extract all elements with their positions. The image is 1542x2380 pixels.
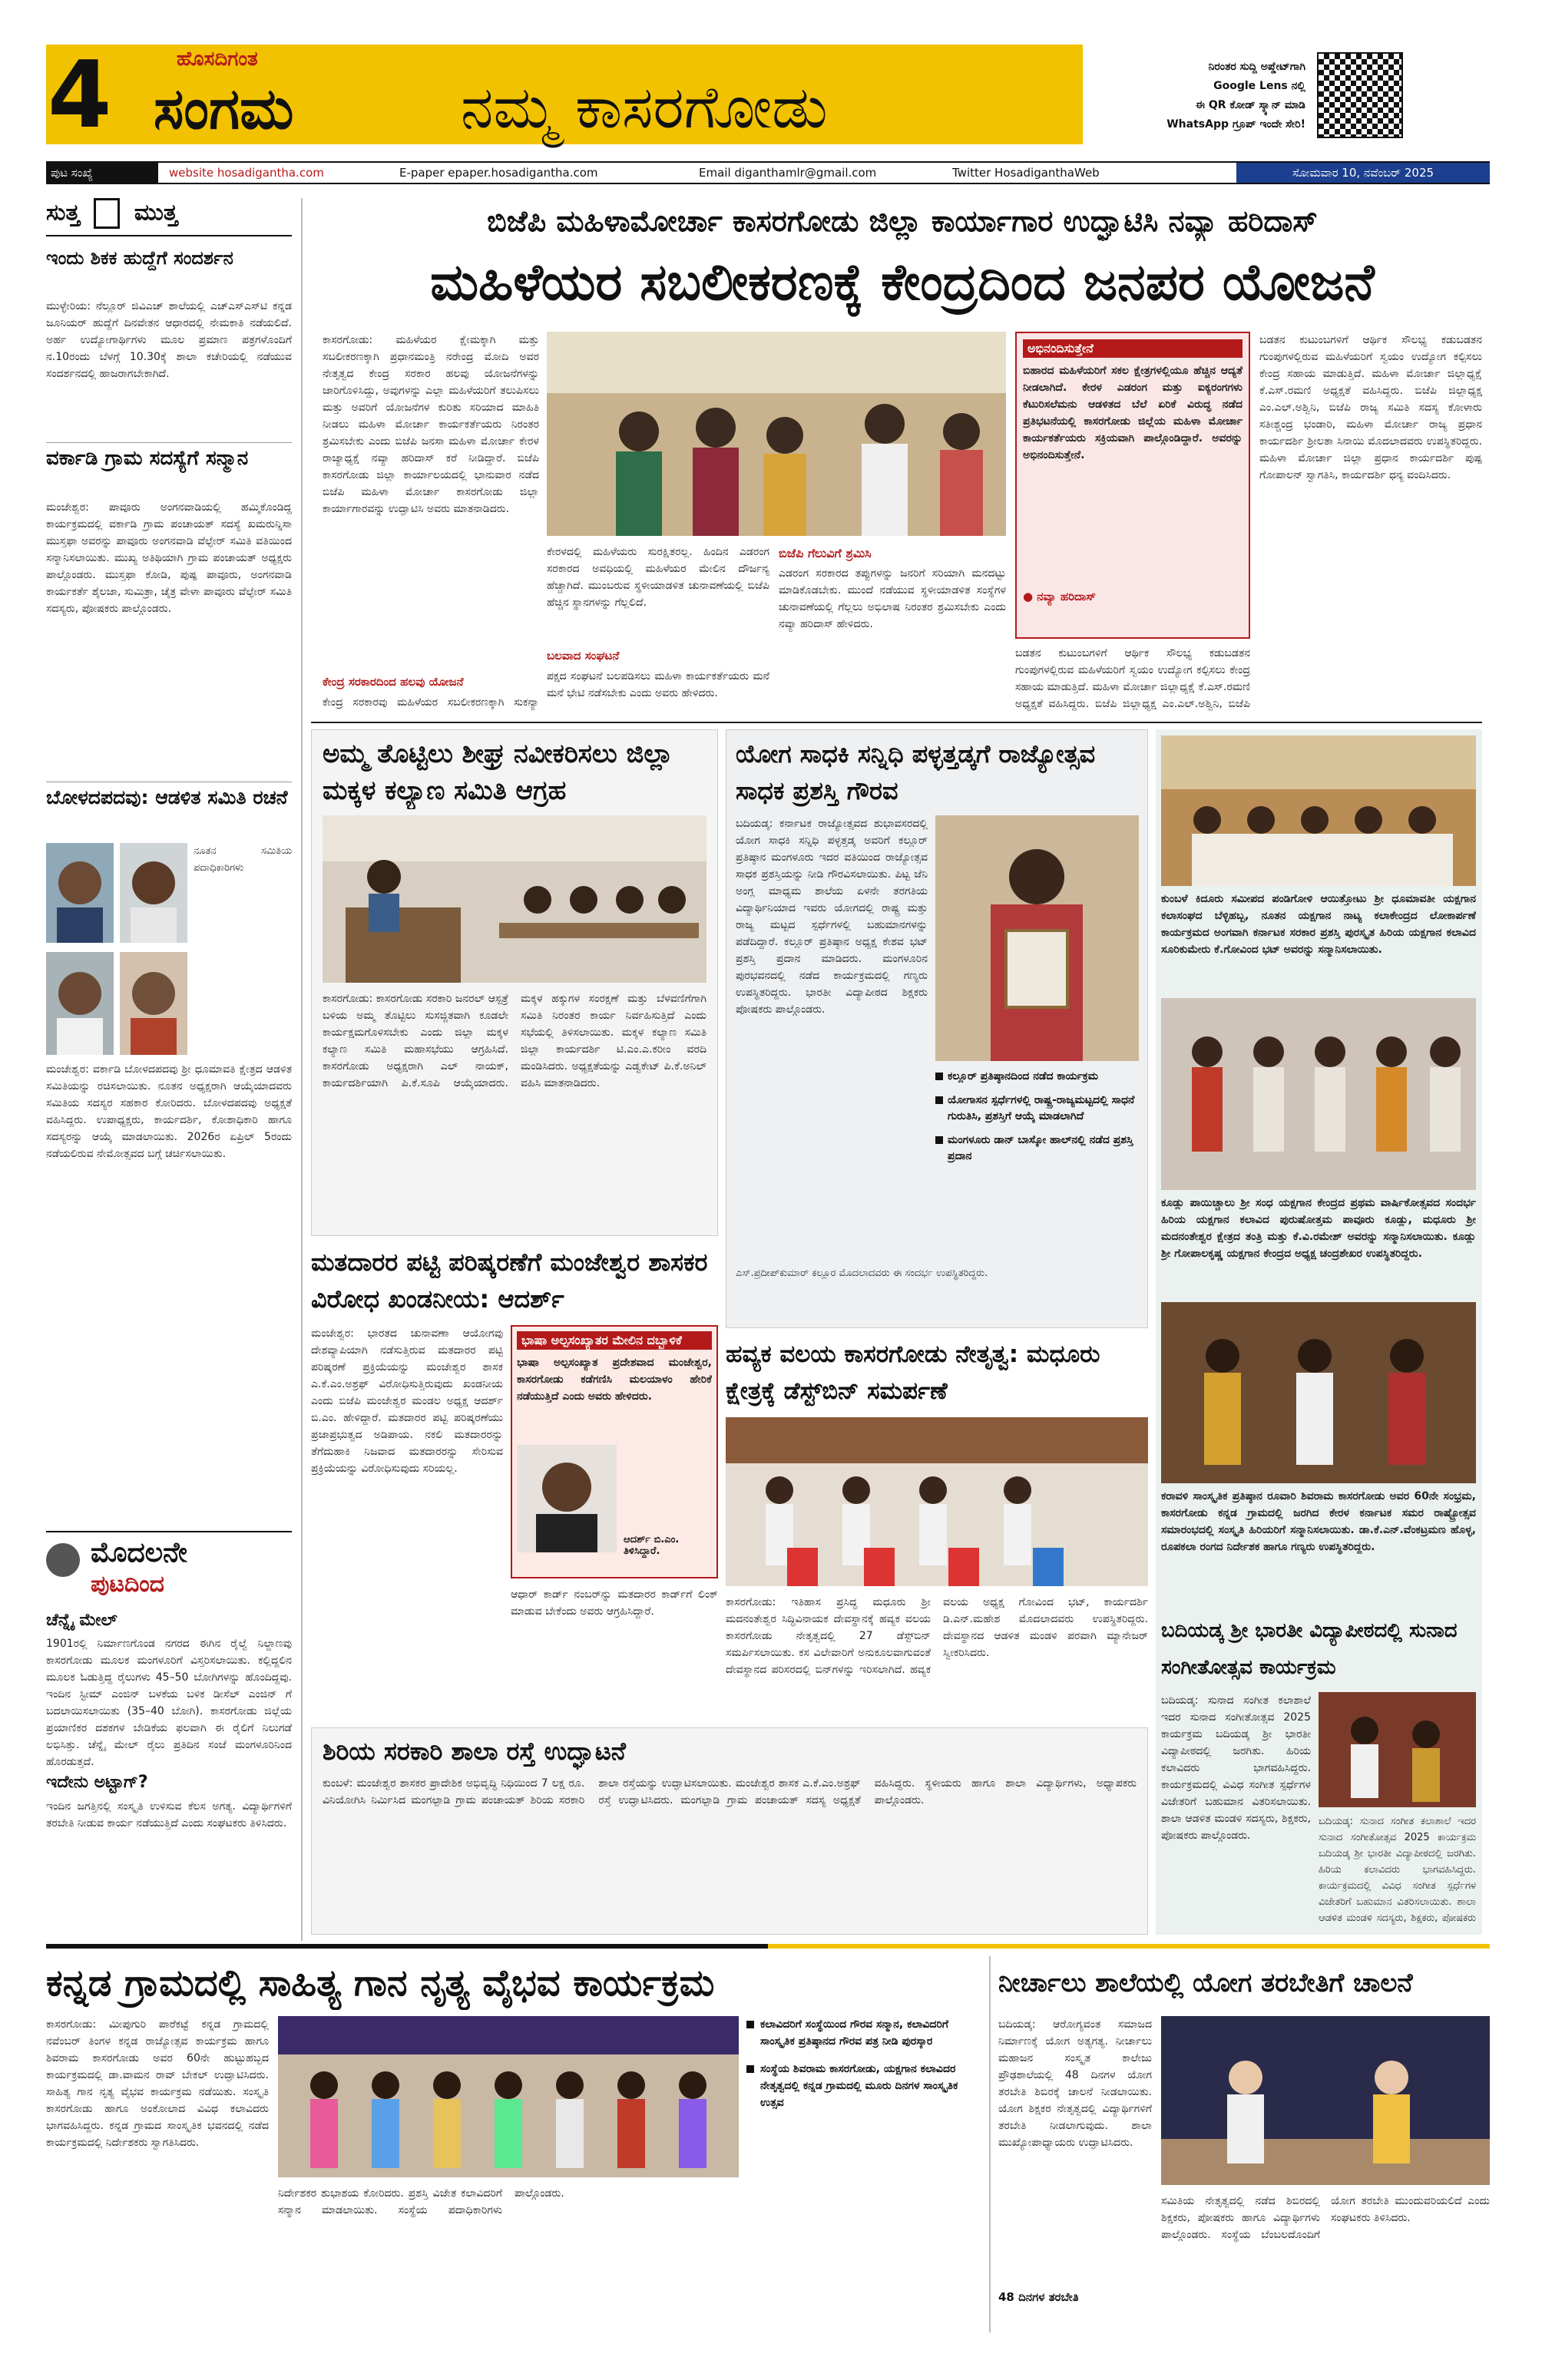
b5-head: ಇದೇನು ಅಟ್ಟಾಗ್? <box>46 1773 148 1792</box>
bullet-square-icon <box>746 2065 754 2073</box>
qr-line: Google Lens ನಲ್ಲಿ <box>1213 80 1305 92</box>
havyaka-photo <box>726 1417 1148 1586</box>
right-photo-2 <box>1161 998 1476 1190</box>
b1-head: ಇಂದು ಶಿಕಕ ಹುದ್ದೆಗೆ ಸಂದರ್ಶನ <box>46 247 233 269</box>
lead-col1: ಕಾಸರಗೋಡು: ಮಹಿಳೆಯರ ಕ್ಷೇಮಕ್ಕಾಗಿ ಮತ್ತು ಸಬಲೀಕರಣಕ್ಕಾಗಿ ಪ್ರಧಾನಮಂತ್ರಿ ನರೇಂದ್ರ ಮೋದಿ ಅವರ ನೇತೃತ್ವದ ಕೇಂದ್ರ ಸರಕಾರ ಹಲವು ಯೋಜನೆಗಳನ್ನು ಜಾರಿಗೊಳಿಸಿದ್ದು, ಅವುಗಳನ್ನು ಎಲ್ಲಾ ಮಹಿಳೆಯರಿಗೆ ತಲುಪಿಸಲು ಮತ್ತು ಅವರಿಗೆ ಯೋಜನೆಗಳ ಕುರಿತು ಸರಿಯಾದ ಮಾಹಿತಿ ನೀಡಲು ಮಹಿಳಾ ಮೋರ್ಚಾ ಕಾರ್ಯಕರ್ತೆಯರು ನಿರಂತರ ಶ್ರಮಿಸಬೇಕು ಎಂದು ಬಿಜೆಪಿ ಜನಸಾ ಮಹಿಳಾ ಮೋರ್ಚಾ ಕೇರಳ ರಾಜ್ಯಾಧ್ಯಕ್ಷೆ ನವ್ಯಾ ಹರಿದಾಸ್ ಕರೆ ನೀಡಿದ್ದಾರೆ. ಬಿಜೆಪಿ ಕಾಸರಗೋಡು ಜಿಲ್ಲಾ ಕಾರ್ಯಾಲಯದಲ್ಲಿ ಭಾನುವಾರ ನಡೆದ ಬಿಜೆಪಿ ಮಹಿಳಾ ಮೋರ್ಚಾ ಕಾಸರಗೋಡು ಜಿಲ್ಲಾ ಕಾರ್ಯಾಗಾರವನ್ನು ಉದ್ಘಾಟಿಸಿ ಅವರು ಮಾತನಾಡಿದರು. <box>323 334 539 515</box>
right-photo-3-art <box>1161 1302 1476 1483</box>
yoga-photo-art <box>935 815 1139 1061</box>
bottom1-bullet <box>746 2016 977 2050</box>
havyaka-headline: ಹವ್ಯಕ ವಲಯ ಕಾಸರಗೋಡು ನೇತೃತ್ವ: ಮಧೂರು ಕ್ಷೇತ್ರಕ್ಕೆ ಡೆಸ್ಟ್‌ಬಿನ್ ಸಮರ್ಪಣೆ <box>726 1340 1100 1405</box>
bottom2-sub: 48 ದಿನಗಳ ತರಬೇತಿ <box>998 2290 1079 2304</box>
bottom1-text2: ನಿರ್ದೇಶಕರ ಶುಭಾಶಯ ಕೋರಿದರು. ಪ್ರಶಸ್ತಿ ವಿಜೇತ ಕಲಾವಿದರಿಗೆ ಸನ್ಮಾನ ಮಾಡಲಾಯಿತು. ಸಂಸ್ಥೆಯ ಪದಾಧಿಕಾರಿಗಳು ಪಾಲ್ಗೊಂಡರು. <box>278 2187 564 2216</box>
email-link[interactable]: Email diganthamlr@gmail.com <box>699 166 877 180</box>
yoga-bullet-text: ಯೋಗಾಸನ ಸ್ಪರ್ಧೆಗಳಲ್ಲಿ ರಾಷ್ಟ್ರ-ರಾಜ್ಯಮಟ್ಟದಲ್ಲಿ ಸಾಧನೆ ಗುರುತಿಸಿ, ಪ್ರಶಸ್ತಿಗೆ ಆಯ್ಕೆ ಮಾಡಲಾಗಿದೆ <box>948 1094 1135 1122</box>
pages-label: ಪುಟ ಸಂಖ್ಯೆ <box>46 163 158 183</box>
mid2-headline: ಮತದಾರರ ಪಟ್ಟಿ ಪರಿಷ್ಕರಣೆಗೆ ಮಂಜೇಶ್ವರ ಶಾಸಕರ ವಿರೋಧ ಖಂಡನೀಯ: ಆದರ್ಶ್ <box>311 1248 708 1314</box>
bottom1-photo-art <box>278 2016 739 2177</box>
lead-col2-sub: ಬಲವಾದ ಸಂಘಟನೆ <box>547 649 620 663</box>
mid3-headline: ಶಿರಿಯ ಸರಕಾರಿ ಶಾಲಾ ರಸ್ತೆ ಉದ್ಘಾಟನೆ <box>323 1737 626 1766</box>
page-number: 4 <box>48 42 112 149</box>
mid3-text: ಕುಂಬಳೆ: ಮಂಜೇಶ್ವರ ಶಾಸಕರ ಪ್ರಾದೇಶಿಕ ಅಭಿವೃದ್ಧಿ ನಿಧಿಯಿಂದ 7 ಲಕ್ಷ ರೂ. ವಿನಿಯೋಗಿಸಿ ನಿರ್ಮಿಸಿದ ಮಂಗಲ್ಪಾಡಿ ಗ್ರಾಮ ಪಂಚಾಯತ್ ಶಿರಿಯ ಸರಕಾರಿ ಶಾಲಾ ರಸ್ತೆಯನ್ನು ಉದ್ಘಾಟಿಸಲಾಯಿತು. ಮಂಜೇಶ್ವರ ಶಾಸಕ ಎ.ಕೆ.ಎಂ.ಅಶ್ರಫ್ ರಸ್ತೆ ಉದ್ಘಾಟಿಸಿದರು. ಮಂಗಲ್ಪಾಡಿ ಗ್ರಾಮ ಪಂಚಾಯತ್ ಸದಸ್ಯ ಅಧ್ಯಕ್ಷತೆ ವಹಿಸಿದ್ದರು. ಸ್ಥಳೀಯರು ಹಾಗೂ ಶಾಲಾ ವಿದ್ಯಾರ್ಥಿಗಳು, ಅಧ್ಯಾಪಕರು ಪಾಲ್ಗೊಂಡರು. <box>323 1777 1137 1806</box>
mid2-text: ಮಂಜೇಶ್ವರ: ಭಾರತದ ಚುನಾವಣಾ ಆಯೋಗವು ದೇಶವ್ಯಾಪಿಯಾಗಿ ನಡೆಸುತ್ತಿರುವ ಮತದಾರರ ಪಟ್ಟಿ ಪರಿಷ್ಕರಣೆ ಪ್ರಕ್ರಿಯೆಯನ್ನು ಮಂಜೇಶ್ವರ ಶಾಸಕ ಎ.ಕೆ.ಎಂ.ಅಶ್ರಫ್ ವಿರೋಧಿಸುತ್ತಿರುವುದು ಖಂಡನೀಯ ಎಂದು ಬಿಜೆಪಿ ಮಂಜೇಶ್ವರ ಮಂಡಲ ಅಧ್ಯಕ್ಷ ಆದರ್ಶ್ ಬಿ.ಎಂ. ಹೇಳಿದ್ದಾರೆ. ಮತದಾರರ ಪಟ್ಟಿ ಪರಿಷ್ಕರಣೆಯು ಪ್ರಜಾಪ್ರಭುತ್ವದ ಅಡಿಪಾಯ. ನಕಲಿ ಮತದಾರರನ್ನು ತೆಗೆದುಹಾಕಿ ನಿಜವಾದ ಮತದಾರರನ್ನು ಸೇರಿಸುವ ಪ್ರಕ್ರಿಯೆಯನ್ನು ವಿರೋಧಿಸುವುದು ಸರಿಯಲ್ಲ. <box>311 1327 503 1475</box>
lead-photo-art <box>547 332 1006 536</box>
qr-line: ಈ QR ಕೋಡ್ ಸ್ಕ್ಯಾನ್ ಮಾಡಿ <box>1195 99 1305 111</box>
sidebar-logo <box>46 198 292 236</box>
lead-bottom-rule <box>311 722 1482 723</box>
qr-line: WhatsApp ಗ್ರೂಪ್ ಇಂದೇ ಸೇರಿ! <box>1166 118 1305 131</box>
yoga-bullet-text: ಮಂಗಳೂರು ಡಾನ್ ಬಾಸ್ಕೋ ಹಾಲ್‌ನಲ್ಲಿ ನಡೆದ ಪ್ರಶಸ್ತಿ ಪ್ರದಾನ <box>948 1134 1133 1162</box>
yoga-bullet-text: ಕಲ್ಲೂರ್ ಪ್ರತಿಷ್ಠಾನದಿಂದ ನಡೆದ ಕಾರ್ಯಕ್ರಮ <box>948 1070 1099 1083</box>
havyaka-text: ಕಾಸರಗೋಡು: ಇತಿಹಾಸ ಪ್ರಸಿದ್ಧ ಮಧೂರು ಶ್ರೀ ಮದನಂತೇಶ್ವರ ಸಿದ್ಧಿವಿನಾಯಕ ದೇವಸ್ಥಾನಕ್ಕೆ ಹವ್ಯಕ ವಲಯ ಕಾಸರಗೋಡು ನೇತೃತ್ವದಲ್ಲಿ 27 ಡೆಸ್ಟ್‌ಬಿನ್ ಸಮರ್ಪಿಸಲಾಯಿತು. ಕಸ ವಿಲೇವಾರಿಗೆ ಅನುಕೂಲವಾಗುವಂತೆ ದೇವಸ್ಥಾನದ ಪರಿಸರದಲ್ಲಿ ಬಿನ್‌ಗಳನ್ನು ಇರಿಸಲಾಗಿದೆ. ಹವ್ಯಕ ವಲಯ ಅಧ್ಯಕ್ಷ ಗೋವಿಂದ ಭಟ್, ಕಾರ್ಯದರ್ಶಿ ಡಿ.ಎನ್.ಮಹೇಶ ಮೊದಲಾದವರು ಉಪಸ್ಥಿತರಿದ್ದರು. ದೇವಸ್ಥಾನದ ಆಡಳಿತ ಮಂಡಳಿ ಪರವಾಗಿ ಮ್ಯಾನೇಜರ್ ಸ್ವೀಕರಿಸಿದರು. <box>726 1596 1148 1676</box>
bullet-square-icon <box>746 2021 754 2028</box>
bullet-square-icon <box>935 1073 943 1080</box>
bottom2-text: ಬದಿಯಡ್ಕ: ಆರೋಗ್ಯವಂತ ಸಮಾಜದ ನಿರ್ಮಾಣಕ್ಕೆ ಯೋಗ ಅತ್ಯಗತ್ಯ. ನೀರ್ಚಾಲು ಮಹಾಜನ ಸಂಸ್ಕೃತ ಕಾಲೇಜು ಪ್ರೌಢಶಾಲೆಯಲ್ಲಿ 48 ದಿನಗಳ ಯೋಗ ತರಬೇತಿ ಶಿಬಿರಕ್ಕೆ ಚಾಲನೆ ನೀಡಲಾಯಿತು. ಯೋಗ ಶಿಕ್ಷಕರ ನೇತೃತ್ವದಲ್ಲಿ ವಿದ್ಯಾರ್ಥಿಗಳಿಗೆ ತರಬೇತಿ ನೀಡಲಾಗುವುದು. ಶಾಲಾ ಮುಖ್ಯೋಪಾಧ್ಯಾಯರು ಉದ್ಘಾಟಿಸಿದರು. <box>998 2018 1152 2149</box>
right-photo-1 <box>1161 735 1476 886</box>
b5-text: ಇಂದಿನ ಜಗತ್ತಿನಲ್ಲಿ ಸಂಸ್ಕೃತಿ ಉಳಿಸುವ ಕೆಲಸ ಅಗತ್ಯ. ವಿದ್ಯಾರ್ಥಿಗಳಿಗೆ ತರಬೇತಿ ನೀಡುವ ಕಾರ್ಯ ನಡೆಯುತ್ತಿದೆ ಎಂದು ಸಂಘಟಕರು ತಿಳಿಸಿದರು. <box>46 1800 292 1830</box>
first-page-logo <box>46 1531 292 1603</box>
b2-text: ಮಂಜೇಶ್ವರ: ಪಾವೂರು ಅಂಗನವಾಡಿಯಲ್ಲಿ ಹಮ್ಮಿಕೊಂಡಿದ್ದ ಕಾರ್ಯಕ್ರಮದಲ್ಲಿ ವರ್ಕಾಡಿ ಗ್ರಾಮ ಪಂಚಾಯತ್ ಸದಸ್ಯೆ ಖಮರುನ್ನಿಸಾ ಮುಸ್ತಫಾ ಅವರನ್ನು ಪಾವೂರು ಅಂಗನವಾಡಿ ವೆಲ್ಫೇರ್ ಸಮಿತಿ ವತಿಯಿಂದ ಸನ್ಮಾನಿಸಲಾಯಿತು. ಮುಖ್ಯ ಅತಿಥಿಯಾಗಿ ಗ್ರಾಮ ಪಂಚಾಯತ್ ಅಧ್ಯಕ್ಷರು ಪಾಲ್ಗೊಂಡರು. ಮುಸ್ತಫಾ ಕೋಡಿ, ಪುಷ್ಪ ಪಾವೂರು, ಅಂಗನವಾಡಿ ಕಾರ್ಯಕರ್ತೆ ಶೈಲಜಾ, ಸುಮಿತ್ರಾ, ಚೈತ್ರ ವೇಳಾ ಪಾವೂರು ವೆಲ್ಫೇರ್ ಸಮಿತಿ ಸದಸ್ಯರು, ಪೋಷಕರು ಪಾಲ್ಗೊಂಡರು. <box>46 501 292 615</box>
bottom1-bullet <box>746 2061 977 2111</box>
lead-col3: ಬಡತನ ಕುಟುಂಬಗಳಿಗೆ ಆರ್ಥಿಕ ಸೌಲಭ್ಯ ಕಡುಬಡತನ ಗುಂಪುಗಳಲ್ಲಿರುವ ಮಹಿಳೆಯರಿಗೆ ಸ್ವಯಂ ಉದ್ಯೋಗ ಕಲ್ಪಿಸಲು ಕೇಂದ್ರ ಸಹಾಯ ಮಾಡುತ್ತಿದೆ. ಮಹಿಳಾ ಮೋರ್ಚಾ ಜಿಲ್ಲಾಧ್ಯಕ್ಷೆ ಕೆ.ಎಸ್.ರಮಣಿ ಅಧ್ಯಕ್ಷತೆ ವಹಿಸಿದ್ದರು. ಬಿಜೆಪಿ ಜಿಲ್ಲಾಧ್ಯಕ್ಷ ಎಂ.ಎಲ್.ಅಶ್ವಿನಿ, ಬಿಜೆಪಿ <box>1015 647 1250 710</box>
bottom1-bullets <box>746 2016 977 2331</box>
b4-text: 1901ರಲ್ಲಿ ನಿರ್ಮಾಣಗೊಂಡ ನಗರದ ಈಗಿನ ರೈಲ್ವೆ ನಿಲ್ದಾಣವು ಕಾಸರಗೋಡು ಮೂಲಕ ಮಂಗಳೂರಿಗೆ ವಿಸ್ತರಿಸಲಾಯಿತು. ಕಲ್ಲಿದ್ದಲಿನ ಮೂಲಕ ಓಡುತ್ತಿದ್ದ ರೈಲುಗಳು 45–50 ಬೋಗಿಗಳನ್ನು ಹೊಂದಿದ್ದವು. ಇಂದಿನ ಸ್ಟೀಮ್ ಎಂಜಿನ್ ಬಳಕೆಯ ಬಳಿಕ ಡೀಸೆಲ್ ಎಂಜಿನ್ ಗೆ ಬದಲಾಯಿಸಲಾಯಿತು (35–40 ಬೋಗಿ). ಕಾಸರಗೋಡು ಜಿಲ್ಲೆಯ ಪ್ರಯಾಣಿಕರ ದಶಕಗಳ ಬೇಡಿಕೆಯ ಫಲವಾಗಿ ಈ ರೈಲಿಗೆ ನಿಲುಗಡೆ ಲಭಿಸಿತ್ತು. ಚೆನ್ನೈ ಮೇಲ್ ರೈಲು ಪ್ರತಿದಿನ ಸಂಜೆ ಮಂಗಳೂರಿನಿಂದ ಹೊರಡುತ್ತದೆ. <box>46 1638 292 1768</box>
lead-photo <box>547 332 1006 536</box>
mid1-photo <box>323 815 706 983</box>
mid2-portrait <box>517 1445 617 1552</box>
yoga-bullet <box>935 1069 1139 1085</box>
lead-headline: ಮಹಿಳೆಯರ ಸಬಲೀಕರಣಕ್ಕೆ ಕೇಂದ್ರದಿಂದ ಜನಪರ ಯೋಜನೆ <box>430 253 1375 312</box>
badiyadka-text: ಬದಿಯಡ್ಕ: ಸುನಾದ ಸಂಗೀತ ಕಲಾಶಾಲೆ ಇದರ ಸುನಾದ ಸಂಗೀತೋತ್ಸವ 2025 ಕಾರ್ಯಕ್ರಮ ಬದಿಯಡ್ಕ ಶ್ರೀ ಭಾರತೀ ವಿದ್ಯಾಪೀಠದಲ್ಲಿ ಜರಗಿತು. ಹಿರಿಯ ಕಲಾವಿದರು ಭಾಗವಹಿಸಿದ್ದರು. ಕಾರ್ಯಕ್ರಮದಲ್ಲಿ ವಿವಿಧ ಸಂಗೀತ ಸ್ಪರ್ಧೆಗಳ ವಿಜೇತರಿಗೆ ಬಹುಮಾನ ವಿತರಿಸಲಾಯಿತು. ಶಾಲಾ ಆಡಳಿತ ಮಂಡಳಿ ಸದಸ್ಯರು, ಶಿಕ್ಷಕರು, ಪೋಷಕರು ಪಾಲ್ಗೊಂಡರು. <box>1161 1694 1311 1842</box>
mid1-photo-art <box>323 815 706 983</box>
b3-text: ಮಂಜೇಶ್ವರ: ವರ್ಕಾಡಿ ಬೋಳದಪದವು ಶ್ರೀ ಧೂಮಾವತಿ ಕ್ಷೇತ್ರದ ಆಡಳಿತ ಸಮಿತಿಯನ್ನು ರಚಿಸಲಾಯಿತು. ನೂತನ ಅಧ್ಯಕ್ಷರಾಗಿ ಆಯ್ಕೆಯಾದವರು ಸಮಿತಿಯ ಸದಸ್ಯರ ಸಹಕಾರ ಕೋರಿದರು. ಬೋಳದಪದವು ಅಧ್ಯಕ್ಷತೆ ವಹಿಸಿದ್ದರು. ಉಪಾಧ್ಯಕ್ಷರು, ಕಾರ್ಯದರ್ಶಿ, ಕೋಶಾಧಿಕಾರಿ ಹಾಗೂ ಸದಸ್ಯರನ್ನು ಆಯ್ಕೆ ಮಾಡಲಾಯಿತು. 2026ರ ಏಪ್ರಿಲ್ 5ರಂದು ನಡೆಯಲಿರುವ ನೇಮೋತ್ಸವದ ಬಗ್ಗೆ ಚರ್ಚಿಸಲಾಯಿತು. <box>46 1063 292 1160</box>
badiyadka-text2: ಬದಿಯಡ್ಕ: ಸುನಾದ ಸಂಗೀತ ಕಲಾಶಾಲೆ ಇದರ ಸುನಾದ ಸಂಗೀತೋತ್ಸವ 2025 ಕಾರ್ಯಕ್ರಮ ಬದಿಯಡ್ಕ ಶ್ರೀ ಭಾರತೀ ವಿದ್ಯಾಪೀಠದಲ್ಲಿ ಜರಗಿತು. ಹಿರಿಯ ಕಲಾವಿದರು ಭಾಗವಹಿಸಿದ್ದರು. ಕಾರ್ಯಕ್ರಮದಲ್ಲಿ ವಿವಿಧ ಸಂಗೀತ ಸ್ಪರ್ಧೆಗಳ ವಿಜೇತರಿಗೆ ಬಹುಮಾನ ವಿತರಿಸಲಾಯಿತು. ಶಾಲಾ ಆಡಳಿತ ಮಂಡಳಿ ಸದಸ್ಯರು, ಶಿಕ್ಷಕರು, ಪೋಷಕರು <box>1319 1816 1476 1924</box>
website-link[interactable]: website hosadigantha.com <box>169 166 324 180</box>
photo-caption: ನೂತನ ಸಮಿತಿಯ ಪದಾಧಿಕಾರಿಗಳು <box>194 845 292 874</box>
quote-box-head: ಅಭಿನಂದಿಸುತ್ತೇನೆ <box>1023 339 1243 358</box>
mid2-box-head: ಭಾಷಾ ಅಲ್ಪಸಂಖ್ಯಾತರ ಮೇಲಿನ ದಬ್ಬಾಳಿಕೆ <box>517 1331 712 1350</box>
mid2-quote-box <box>511 1325 718 1578</box>
quote-box-author: ● ನವ್ಯಾ ಹರಿದಾಸ್ <box>1023 590 1096 603</box>
right-photo-1-art <box>1161 735 1476 886</box>
right-cap2: ಕೂಡ್ಲು ಪಾಯಿಚ್ಚಾಲು ಶ್ರೀ ಸಂಧ ಯಕ್ಷಗಾನ ಕೇಂದ್ರದ ಪ್ರಥಮ ವಾರ್ಷಿಕೋತ್ಸವದ ಸಂದರ್ಭ ಹಿರಿಯ ಯಕ್ಷಗಾನ ಕಲಾವಿದ ಪುರುಷೋತ್ತಮ ಪಾವೂರು ಕೂಡ್ಲು, ಮಧೂರು ಶ್ರೀ ಮದನಂತೇಶ್ವರ ಕ್ಷೇತ್ರದ ತಂತ್ರಿ ಮತ್ತು ಕೆ.ವಿ.ರಮೇಶ್ ಅವರನ್ನು ಸನ್ಮಾನಿಸಲಾಯಿತು. ಕೂಡ್ಲು ಶ್ರೀ ಗೋಪಾಲಕೃಷ್ಣ ಯಕ್ಷಗಾನ ಕೇಂದ್ರದ ಅಧ್ಯಕ್ಷ ಚಂದ್ರಶೇಖರ ಉಪಸ್ಥಿತರಿದ್ದರು. <box>1161 1197 1476 1260</box>
bottom1-text: ಕಾಸರಗೋಡು: ಮೀಪುಗುರಿ ಪಾರೆಕಟ್ಟೆ ಕನ್ನಡ ಗ್ರಾಮದಲ್ಲಿ ನವೆಂಬರ್ ತಿಂಗಳ ಕನ್ನಡ ರಾಜ್ಯೋತ್ಸವ ಕಾರ್ಯಕ್ರಮ ಹಾಗೂ ಶಿವರಾಮ ಕಾಸರಗೋಡು ಅವರ 60ನೇ ಹುಟ್ಟುಹಬ್ಬದ ಕಾರ್ಯಕ್ರಮದಲ್ಲಿ ಡಾ.ವಾಮನ ರಾವ್ ಬೇಕಲ್ ಉದ್ಘಾಟಿಸಿದರು. ಸಾಹಿತ್ಯ ಗಾನ ನೃತ್ಯ ವೈಭವ ಕಾರ್ಯಕ್ರಮ ನಡೆಯಿತು. ಸಂಸ್ಕೃತಿ ಕಾಸರಗೋಡು ಹಾಗೂ ಅಂಕೋಲಾದ ವಿವಿಧ ಕಲಾವಿದರು ಭಾಗವಹಿಸಿದ್ದರು. ಕನ್ನಡ ಗ್ರಾಮದ ಸಾಂಸ್ಕೃತಿಕ ಭವನದಲ್ಲಿ ನಡೆದ ಕಾರ್ಯಕ್ರಮದಲ್ಲಿ ನಿರ್ದೇಶಕರು ಸ್ವಾಗತಿಸಿದರು. <box>46 2018 269 2149</box>
mid2-portrait-art <box>517 1445 617 1552</box>
bottom2-headline: ನೀರ್ಚಾಲು ಶಾಲೆಯಲ್ಲಿ ಯೋಗ ತರಬೇತಿಗೆ ಚಾಲನೆ <box>998 1968 1413 1998</box>
yoga-photo <box>935 815 1139 1061</box>
bottom1-bullet-text: ಕಲಾವಿದರಿಗೆ ಸಂಸ್ಥೆಯಿಂದ ಗೌರವ ಸನ್ಮಾನ, ಕಲಾವಿದರಿಗೆ ಸಾಂಸ್ಕೃತಿಕ ಪ್ರತಿಷ್ಠಾನದ ಗೌರವ ಪತ್ರ ನೀಡಿ ಪುರಸ್ಕಾರ <box>760 2018 948 2048</box>
lead-quote-box <box>1015 332 1250 639</box>
yoga-caption: ಎಸ್.ಪ್ರದೀಪ್‌ಕುಮಾರ್ ಕಲ್ಲೂರ ಮೊದಲಾದವರು ಈ ಸಂದರ್ಭ ಉಪಸ್ಥಿತರಿದ್ದರು. <box>736 1268 988 1279</box>
badiyadka-headline: ಬದಿಯಡ್ಕ ಶ್ರೀ ಭಾರತೀ ವಿದ್ಯಾಪೀಠದಲ್ಲಿ ಸುನಾದ ಸಂಗೀತೋತ್ಸವ ಕಾರ್ಯಕ್ರಮ <box>1161 1619 1458 1679</box>
b1-text: ಮುಳ್ಳೇರಿಯ: ನೆಲ್ಲೂರ್ ಜಿವಿಎಚ್ ಶಾಲೆಯಲ್ಲಿ ಎಚ್‌ಎಸ್‌ಎಸ್‌ಟಿ ಕನ್ನಡ ಜೂನಿಯರ್ ಹುದ್ದೆಗೆ ದಿನವೇತನ ಆಧಾರದಲ್ಲಿ ನೇಮಕಾತಿ ನಡೆಯಲಿದೆ. ಅರ್ಹ ಉದ್ಯೋಗಾರ್ಥಿಗಳು ಮೂಲ ಪ್ರಮಾಣ ಪತ್ರಗಳೊಂದಿಗೆ ನ.10ರಂದು ಬೆಳಗ್ಗೆ 10.30ಕ್ಕೆ ಶಾಲಾ ಕಚೇರಿಯಲ್ಲಿ ನಡೆಯುವ ಸಂದರ್ಶನದಲ್ಲಿ ಹಾಜರಾಗಬೇಕಾಗಿದೆ. <box>46 300 292 380</box>
epaper-link[interactable]: E-paper epaper.hosadigantha.com <box>399 166 598 180</box>
twitter-link[interactable]: Twitter HosadiganthaWeb <box>952 166 1100 180</box>
qr-line: ನಿರಂತರ ಸುದ್ದಿ ಅಪ್ಡೇಟ್‌ಗಾಗಿ <box>1208 61 1305 73</box>
sidebar-logo-left: ಸುತ್ತ <box>46 199 80 226</box>
bottom-vertical-rule <box>989 1956 991 2332</box>
b4-head: ಚೆನ್ನೈ ಮೇಲ್ <box>46 1611 117 1630</box>
yoga-text: ಬದಿಯಡ್ಕ: ಕರ್ನಾಟಕ ರಾಜ್ಯೋತ್ಸವದ ಶುಭಾವಸರದಲ್ಲಿ ಯೋಗ ಸಾಧಕಿ ಸನ್ನಿಧಿ ಪಳ್ಳತ್ತಡ್ಕ ಅವರಿಗೆ ಕಲ್ಲೂರ್ ಪ್ರತಿಷ್ಠಾನ ಮಂಗಳೂರು ಇದರ ವತಿಯಿಂದ ರಾಜ್ಯೋತ್ಸವ ಸಾಧಕ ಪ್ರಶಸ್ತಿಯನ್ನು ನೀಡಿ ಗೌರವಿಸಲಾಯಿತು. ಪಿಟ್ಟ ಜೆನಿ ಅಂಗ್ಲ ಮಾಧ್ಯಮ ಶಾಲೆಯ ಏಳನೇ ತರಗತಿಯ ವಿದ್ಯಾರ್ಥಿನಿಯಾದ ಇವರು ಯೋಗದಲ್ಲಿ ರಾಷ್ಟ್ರ ಮತ್ತು ರಾಜ್ಯ ಮಟ್ಟದ ಸ್ಪರ್ಧೆಗಳಲ್ಲಿ ಬಹುಮಾನಗಳನ್ನು ಪಡೆದಿದ್ದಾರೆ. ಕಲ್ಲೂರ್ ಪ್ರತಿಷ್ಠಾನ ಅಧ್ಯಕ್ಷ ಕೇಶವ ಭಟ್ ಪ್ರಶಸ್ತಿ ಪ್ರದಾನ ಮಾಡಿದರು. ಮಂಗಳೂರಿನ ಪುರಭವನದಲ್ಲಿ ನಡೆದ ಕಾರ್ಯಕ್ರಮದಲ್ಲಿ ಗಣ್ಯರು ಉಪಸ್ಥಿತರಿದ್ದರು. ಭಾರತೀ ವಿದ್ಯಾಪೀಠದ ಶಿಕ್ಷಕರು ಪೋಷಕರು ಪಾಲ್ಗೊಂಡರು. <box>736 818 928 1016</box>
date: ಸೋಮವಾರ 10, ನವೆಂಬರ್ 2025 <box>1236 163 1490 183</box>
lead-col2b: ಪಕ್ಷದ ಸಂಘಟನೆ ಬಲಪಡಿಸಲು ಮಹಿಳಾ ಕಾರ್ಯಕರ್ತೆಯರು ಮನೆ ಮನೆ ಭೇಟಿ ನಡೆಸಬೇಕು ಎಂದು ಅವರು ಹೇಳಿದರು. <box>547 670 769 699</box>
title-left: ಸಂಗಮ <box>154 76 294 142</box>
lead-col4: ಬಡತನ ಕುಟುಂಬಗಳಿಗೆ ಆರ್ಥಿಕ ಸೌಲಭ್ಯ ಕಡುಬಡತನ ಗುಂಪುಗಳಲ್ಲಿರುವ ಮಹಿಳೆಯರಿಗೆ ಸ್ವಯಂ ಉದ್ಯೋಗ ಕಲ್ಪಿಸಲು ಕೇಂದ್ರ ಸಹಾಯ ಮಾಡುತ್ತಿದೆ. ಮಹಿಳಾ ಮೋರ್ಚಾ ಜಿಲ್ಲಾಧ್ಯಕ್ಷೆ ಕೆ.ಎಸ್.ರಮಣಿ ಅಧ್ಯಕ್ಷತೆ ವಹಿಸಿದ್ದರು. ಬಿಜೆಪಿ ಜಿಲ್ಲಾಧ್ಯಕ್ಷ ಎಂ.ಎಲ್.ಅಶ್ವಿನಿ, ಬಿಜೆಪಿ ರಾಜ್ಯ ಸಮಿತಿ ಸದಸ್ಯ ಕೋಳಾರು ಸತೀಶ್ಚಂದ್ರ ಭಂಡಾರಿ, ಮಹಿಳಾ ಮೋರ್ಚಾ ರಾಜ್ಯ ಪ್ರಧಾನ ಕಾರ್ಯದರ್ಶಿ ಶ್ರೀಲತಾ ಸಿನಾಯಿ ಮೊದಲಾದವರು ಉಪಸ್ಥಿತರಿದ್ದರು. ಮಹಿಳಾ ಮೋರ್ಚಾ ಜಿಲ್ಲಾ ಪ್ರಧಾನ ಕಾರ್ಯದರ್ಶಿ ಪುಷ್ಪ ಗೋಪಾಲನ್ ಸ್ವಾಗತಿಸಿ, ಕಾರ್ಯದರ್ಶಿ ಧನ್ಯ ವಂದಿಸಿದರು. <box>1259 334 1482 481</box>
mid2-text2: ಆಧಾರ್ ಕಾರ್ಡ್ ನಂಬರ್‌ನ್ನು ಮತದಾರರ ಕಾರ್ಡ್‌ಗೆ ಲಿಂಕ್ ಮಾಡುವ ಬೇಕೆಂದು ಅವರು ಆಗ್ರಹಿಸಿದ್ದಾರೆ. <box>511 1588 718 1618</box>
quote-box-text: ಬಿಹಾರದ ಮಹಿಳೆಯರಿಗೆ ಸಕಲ ಕ್ಷೇತ್ರಗಳಲ್ಲಿಯೂ ಹೆಚ್ಚಿನ ಆದ್ಯತೆ ನೀಡಲಾಗಿದೆ. ಕೇರಳ ಎಡರಂಗ ಮತ್ತು ಐಕ್ಯರಂಗಗಳು ಕೆಟುರಿಸಲೆಮನು ಆಡಳಿತದ ಬೆಲೆ ಏರಿಕೆ ವಿರುದ್ಧ ನಡೆದ ಪ್ರತಿಭಟನೆಯಲ್ಲಿ ಕಾಸರಗೋಡು ಜಿಲ್ಲೆಯ ಮಹಿಳಾ ಮೋರ್ಚಾ ಕಾರ್ಯಕರ್ತೆಯರು ಸಕ್ರಿಯವಾಗಿ ಪಾಲ್ಗೊಂಡಿದ್ದಾರೆ. ಅವರನ್ನು ಅಭಿನಂದಿಸುತ್ತೇನೆ. <box>1023 365 1243 461</box>
lead-photo-caption: ಬಿಜೆಪಿ ಗೆಲುವಿಗೆ ಶ್ರಮಿಸಿ <box>779 546 872 560</box>
bullet-square-icon <box>935 1136 943 1144</box>
bottom2-text2: ಸಮಿತಿಯ ನೇತೃತ್ವದಲ್ಲಿ ನಡೆದ ಶಿಬಿರದಲ್ಲಿ ಶಿಕ್ಷಕರು, ಪೋಷಕರು ಹಾಗೂ ವಿದ್ಯಾರ್ಥಿಗಳು ಪಾಲ್ಗೊಂಡರು. ಸಂಸ್ಥೆಯ ಬೆಂಬಲದೊಂದಿಗೆ ಯೋಗ ತರಬೇತಿ ಮುಂದುವರಿಯಲಿದೆ ಎಂದು ಸಂಘಟಕರು ತಿಳಿಸಿದರು. <box>1161 2195 1490 2241</box>
lead-col2: ಕೇರಳದಲ್ಲಿ ಮಹಿಳೆಯರು ಸುರಕ್ಷಿತರಲ್ಲ. ಹಿಂದಿನ ಎಡರಂಗ ಸರಕಾರದ ಅವಧಿಯಲ್ಲಿ ಮಹಿಳೆಯರ ಮೇಲಿನ ದೌರ್ಜನ್ಯ ಹೆಚ್ಚಾಗಿದೆ. ಮುಂಬರುವ ಸ್ಥಳೀಯಾಡಳಿತ ಚುನಾವಣೆಯಲ್ಲಿ ಬಿಜೆಪಿ ಹೆಚ್ಚಿನ ಸ್ಥಾನಗಳನ್ನು ಗೆಲ್ಲಲಿದೆ. <box>547 546 769 609</box>
mid2-box-text: ಭಾಷಾ ಅಲ್ಪಸಂಖ್ಯಾತ ಪ್ರದೇಶವಾದ ಮಂಜೇಶ್ವರ, ಕಾಸರಗೋಡು ಕಡೆಗಣಿಸಿ ಮಲಯಾಳಂ ಹೇರಿಕೆ ನಡೆಯುತ್ತಿದೆ ಎಂದು ಅವರು ಹೇಳಿದರು. <box>517 1357 712 1403</box>
brand-logo: ಹೊಸದಿಗಂತ <box>177 48 258 71</box>
book-icon <box>94 198 120 229</box>
committee-photo-art <box>46 843 187 1055</box>
first-logo-2: ಪುಟದಿಂದ <box>91 1571 165 1598</box>
lead-col1-sub: ಕೇಂದ್ರ ಸರಕಾರದಿಂದ ಹಲವು ಯೋಜನೆ <box>323 675 464 689</box>
bottom1-bullet-text: ಸಂಸ್ಥೆಯ ಶಿವರಾಮ ಕಾಸರಗೋಡು, ಯಕ್ಷಗಾನ ಕಲಾವಿದರ ನೇತೃತ್ವದಲ್ಲಿ ಕನ್ನಡ ಗ್ರಾಮದಲ್ಲಿ ಮೂರು ದಿನಗಳ ಸಾಂಸ್ಕೃತಿಕ ಉತ್ಸವ <box>760 2063 958 2109</box>
right-cap3: ಕರಾವಳಿ ಸಾಂಸ್ಕೃತಿಕ ಪ್ರತಿಷ್ಠಾನ ರೂವಾರಿ ಶಿವರಾಮ ಕಾಸರಗೋಡು ಅವರ 60ನೇ ಸಂಭ್ರಮ, ಕಾಸರಗೋಡು ಕನ್ನಡ ಗ್ರಾಮದಲ್ಲಿ ಜರಗಿದ ಕೇರಳ ಕರ್ನಾಟಕ ಸಮರ ರಾಷ್ಟ್ರೋತ್ಸವ ಸಮಾರಂಭದಲ್ಲಿ ಸಂಸ್ಕೃತಿ ಹಿರಿಯರಿಗೆ ಸನ್ಮಾನಿಸಲಾಯಿತು. ಡಾ.ಕೆ.ಎನ್.ವೆಂಕಟ್ರಮಣ ಹೊಳ್ಳ, ರೂಪಕಲಾ ರಂಗದ ನಿರ್ದೇಶಕ ಹಾಗೂ ಗಣ್ಯರು ಉಪಸ್ಥಿತರಿದ್ದರು. <box>1161 1490 1476 1553</box>
sidebar <box>46 198 292 1933</box>
badiyadka-photo-art <box>1319 1692 1476 1807</box>
info-bar <box>46 161 1490 184</box>
lead-kicker: ಬಿಜೆಪಿ ಮಹಿಳಾಮೋರ್ಚಾ ಕಾಸರಗೋಡು ಜಿಲ್ಲಾ ಕಾರ್ಯಾಗಾರ ಉದ್ಘಾಟಿಸಿ ನವ್ಯಾ ಹರಿದಾಸ್ <box>487 204 1318 238</box>
first-logo-1: ಮೊದಲನೇ <box>91 1537 187 1568</box>
havyaka-photo-art <box>726 1417 1148 1586</box>
qr-text <box>1106 58 1305 142</box>
mid1-headline: ಅಮ್ಮ ತೊಟ್ಟಿಲು ಶೀಘ್ರ ನವೀಕರಿಸಲು ಜಿಲ್ಲಾ ಮಕ್ಕಳ ಕಲ್ಯಾಣ ಸಮಿತಿ ಆಗ್ರಹ <box>323 739 673 806</box>
lead-col1b: ಕೇಂದ್ರ ಸರಕಾರವು ಮಹಿಳೆಯರ ಸಬಲೀಕರಣಕ್ಕಾಗಿ ಸುಕನ್ಯಾ <box>323 696 539 709</box>
yoga-bullet <box>935 1092 1139 1125</box>
mid2-box-author: ಆದರ್ಶ್ ಬಿ.ಎಂ. ತಿಳಿಸಿದ್ದಾರೆ. <box>624 1534 680 1557</box>
title-right: ನಮ್ಮ ಕಾಸರಗೋಡು <box>461 73 828 141</box>
yoga-headline: ಯೋಗ ಸಾಧಕಿ ಸನ್ನಿಧಿ ಪಳ್ಳತ್ತಡ್ಕಗೆ ರಾಜ್ಯೋತ್ಸವ ಸಾಧಕ ಪ್ರಶಸ್ತಿ ಗೌರವ <box>736 739 1096 805</box>
right-photo-3 <box>1161 1302 1476 1483</box>
committee-photo <box>46 843 187 1055</box>
qr-code-icon[interactable] <box>1317 52 1403 138</box>
yoga-bullet <box>935 1132 1139 1165</box>
bottom-divider <box>46 1944 1490 1949</box>
bottom1-headline: ಕನ್ನಡ ಗ್ರಾಮದಲ್ಲಿ ಸಾಹಿತ್ಯ ಗಾನ ನೃತ್ಯ ವೈಭವ ಕಾರ್ಯಕ್ರಮ <box>46 1962 715 2005</box>
b2-head: ವರ್ಕಾಡಿ ಗ್ರಾಮ ಸದಸ್ಯೆಗೆ ಸನ್ಮಾನ <box>46 442 292 497</box>
bullet-square-icon <box>935 1096 943 1104</box>
lead-caption-text: ಎಡರಂಗ ಸರಕಾರದ ತಪ್ಪುಗಳನ್ನು ಜನರಿಗೆ ಸರಿಯಾಗಿ ಮನದಟ್ಟು ಮಾಡಿಕೊಡಬೇಕು. ಮುಂದೆ ನಡೆಯುವ ಸ್ಥಳೀಯಾಡಳಿತ ಸಂಸ್ಥೆಗಳ ಚುನಾವಣೆಯಲ್ಲಿ ಗೆಲ್ಲಲು ಅಭಿಲಾಷ ನಿರಂತರ ಶ್ರಮಿಸಬೇಕು ಎಂದು ನವ್ಯಾ ಹರಿದಾಸ್ ಹೇಳಿದರು. <box>779 567 1006 630</box>
mid1-text: ಕಾಸರಗೋಡು: ಕಾಸರಗೋಡು ಸರಕಾರಿ ಜನರಲ್ ಆಸ್ಪತ್ರೆ ಬಳಿಯ ಅಮ್ಮ ತೊಟ್ಟಿಲು ಸುಸಜ್ಜಿತವಾಗಿ ಕೂಡಲೇ ಕಾರ್ಯಕ್ಷಮಗೊಳಿಸಬೇಕು ಎಂದು ಜಿಲ್ಲಾ ಮಕ್ಕಳ ಕಲ್ಯಾಣ ಸಮಿತಿ ಮಹಾಸಭೆಯು ಆಗ್ರಹಿಸಿದೆ. ಕಾಸರಗೋಡು ಅಧ್ಯಕ್ಷರಾಗಿ ಎಲ್ ನಾಯಕ್, ಕಾರ್ಯದರ್ಶಿಯಾಗಿ ಪಿ.ಕೆ.ಸೂಪಿ ಆಯ್ಕೆಯಾದರು. ಮಕ್ಕಳ ಹಕ್ಕುಗಳ ಸಂರಕ್ಷಣೆ ಮತ್ತು ಬೆಳವಣಿಗೆಗಾಗಿ ಸಮಿತಿ ನಿರಂತರ ಕಾರ್ಯ ನಿರ್ವಹಿಸುತ್ತಿದೆ ಎಂದು ಸಭೆಯಲ್ಲಿ ತಿಳಿಸಲಾಯಿತು. ಮಕ್ಕಳ ಕಲ್ಯಾಣ ಸಮಿತಿ ಜಿಲ್ಲಾ ಕಾರ್ಯದರ್ಶಿ ಟಿ.ಎಂ.ಎ.ಕರೀಂ ವರದಿ ಮಂಡಿಸಿದರು. ಅಧ್ಯಕ್ಷತೆಯನ್ನು ಎಡ್ವಕೇಟ್ ಪಿ.ಕೆ.ಅನಿಲ್ ವಹಿಸಿ ಮಾತನಾಡಿದರು. <box>323 993 706 1089</box>
yoga-bullets <box>935 1069 1139 1261</box>
bottom2-photo-art <box>1161 2016 1490 2185</box>
bottom2-photo <box>1161 2016 1490 2185</box>
pencil-icon <box>46 1543 80 1577</box>
sidebar-divider <box>301 198 303 1941</box>
bottom1-photo <box>278 2016 739 2177</box>
b3-head: ಬೋಳದಪದವು: ಆಡಳಿತ ಸಮಿತಿ ರಚನೆ <box>46 782 292 837</box>
badiyadka-photo <box>1319 1692 1476 1807</box>
sidebar-logo-right: ಮುತ್ತ <box>134 199 178 226</box>
right-photo-2-art <box>1161 998 1476 1190</box>
right-cap1: ಕುಂಬಳೆ ಕಿದೂರು ಸಮೀಪದ ಪಂಡಿಗೋಳಿ ಆಯಿತ್ತೋಟು ಶ್ರೀ ಧೂಮಾವತೀ ಯಕ್ಷಗಾನ ಕಲಾಸಂಘದ ಬೆಳ್ಳಿಹಬ್ಬ, ನೂತನ ಯಕ್ಷಗಾನ ನಾಟ್ಯ ಕಲಾಕೇಂದ್ರದ ಲೋಕಾರ್ಪಣೆ ಕಾರ್ಯಕ್ರಮದ ಅಂಗವಾಗಿ ಕರ್ನಾಟಕ ಸರಕಾರ ಪ್ರಶಸ್ತಿ ಪುರಸ್ಕೃತ ಹಿರಿಯ ಯಕ್ಷಗಾನ ಕಲಾವಿದ ಸೂರಿಕುಮೇರು ಕೆ.ಗೋವಿಂದ ಭಟ್ ಅವರನ್ನು ಸನ್ಮಾನಿಸಲಾಯಿತು. <box>1161 893 1476 956</box>
